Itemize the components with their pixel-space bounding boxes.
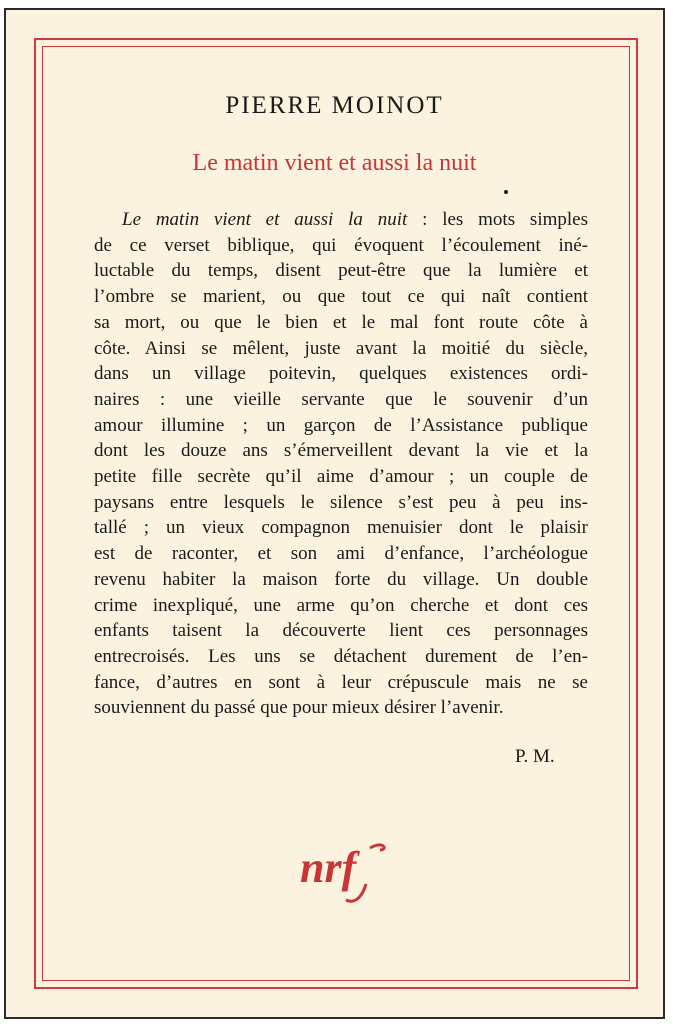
nrf-logo-icon xyxy=(296,838,392,908)
blurb-line: paysans entre lesquels le silence s’est peu à peu ins- xyxy=(94,491,588,513)
blurb-line: naires : une vieille servante que le souvenir d’un xyxy=(94,388,588,410)
blurb-line: fance, d’autres en sont à leur crépuscule mais ne se xyxy=(94,671,588,693)
signature-initials: P. M. xyxy=(515,746,555,767)
blurb-line: crime inexpliqué, une arme qu’on cherche et dont ces xyxy=(94,594,588,616)
blurb-line: est de raconter, et son ami d’enfance, l’archéologue xyxy=(94,543,588,565)
blurb-line: tallé ; un vieux compagnon menuisier dont le plaisir xyxy=(94,517,588,539)
blurb-line: petite fille secrète qu’il aime d’amour ; un couple de xyxy=(94,466,588,488)
blurb-line: côte. Ainsi se mêlent, juste avant la moitié du siècle, xyxy=(94,337,588,359)
book-back-cover xyxy=(4,8,665,1019)
book-title: Le matin vient et aussi la nuit xyxy=(192,150,477,176)
blurb-text xyxy=(94,207,588,721)
blurb-line: l’ombre se marient, ou que tout ce qui naît contient xyxy=(94,286,588,308)
blurb-line: sa mort, ou que le bien et le mal font route côte à xyxy=(94,311,588,333)
blurb-line: Le matin vient et aussi la nuit : les mots simples xyxy=(122,209,588,230)
ornament-dot xyxy=(504,190,508,194)
blurb-line: de ce verset biblique, qui évoquent l’écoulement iné- xyxy=(94,234,588,256)
blurb-line: entrecroisés. Les uns se détachent durement de l’en- xyxy=(94,645,588,667)
blurb-line: souviennent du passé que pour mieux désirer l’avenir. xyxy=(94,697,504,719)
blurb-line: dont les douze ans s’émerveillent devant la vie et la xyxy=(94,440,588,462)
blurb-line: dans un village poitevin, quelques existences ordi- xyxy=(94,363,588,385)
blurb-line: luctable du temps, disent peut-être que la lumière et xyxy=(94,260,588,282)
author-name: PIERRE MOINOT xyxy=(225,92,444,119)
blurb-line: enfants taisent la découverte lient ces personnages xyxy=(94,620,588,642)
blurb-line: revenu habiter la maison forte du village. Un double xyxy=(94,568,588,590)
blurb-line: amour illumine ; un garçon de l’Assistance publique xyxy=(94,414,588,436)
nrf-logo-text: nrf xyxy=(300,843,357,892)
blurb-italic-title: Le matin vient et aussi la nuit xyxy=(122,209,408,230)
